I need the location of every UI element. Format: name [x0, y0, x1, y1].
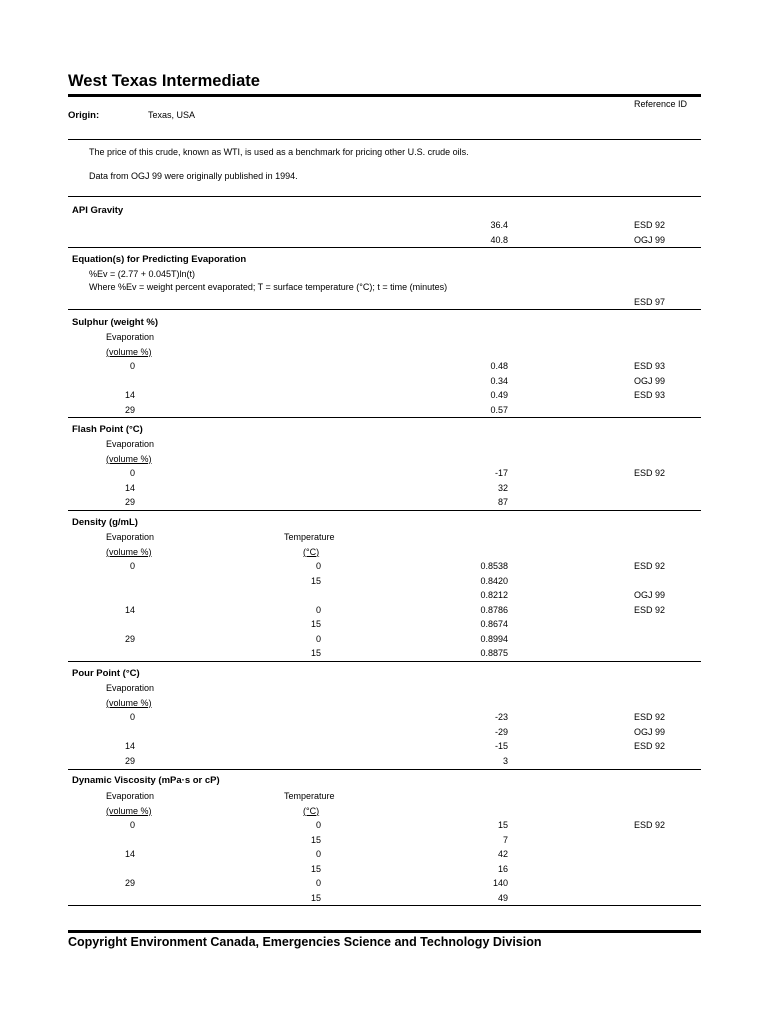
divider [68, 247, 701, 248]
evaporation-value: 29 [124, 404, 135, 415]
volume-percent-col-label: (volume %) [106, 697, 152, 708]
reference-id: ESD 92 [634, 604, 666, 615]
evaporation-value: 14 [124, 849, 135, 859]
pour-value: 3 [502, 755, 508, 766]
section-heading-pour-point: Pour Point (°C) [72, 668, 140, 679]
viscosity-value: 16 [497, 863, 508, 874]
volume-percent-col-label: (volume %) [106, 805, 152, 816]
viscosity-value: 7 [502, 834, 508, 845]
evaporation-col-label: Evaporation [106, 791, 155, 801]
evaporation-value: 0 [129, 561, 135, 571]
flash-value: 32 [497, 482, 508, 493]
pour-value: -29 [494, 726, 508, 737]
temperature-value: 0 [315, 820, 321, 830]
temperature-value: 0 [315, 561, 321, 571]
temperature-value: 0 [315, 849, 321, 859]
flash-value: 87 [497, 497, 508, 507]
density-value: 0.8786 [480, 604, 508, 615]
viscosity-value: 15 [497, 820, 508, 830]
copyright-footer: Copyright Environment Canada, Emergencies Science and Technology Division [68, 935, 542, 949]
api-value: 40.8 [490, 234, 508, 245]
reference-id: OGJ 99 [634, 234, 666, 245]
volume-percent-col-label: (volume %) [106, 453, 152, 464]
temperature-value: 15 [310, 648, 321, 658]
density-value: 0.8674 [480, 619, 508, 629]
reference-id: ESD 92 [634, 820, 666, 830]
section-heading-density: Density (g/mL) [72, 517, 138, 528]
reference-id: ESD 92 [634, 468, 666, 478]
footer-rule [68, 930, 701, 933]
sulphur-value: 0.48 [490, 361, 508, 371]
equation-formula: %Ev = (2.77 + 0.045T)ln(t) [89, 269, 196, 279]
sulphur-value: 0.57 [490, 404, 508, 415]
evaporation-value: 0 [129, 361, 135, 371]
section-heading-dynamic-viscosity: Dynamic Viscosity (mPa·s or cP) [72, 775, 220, 786]
sulphur-value: 0.49 [490, 390, 508, 400]
reference-id: ESD 92 [634, 712, 666, 722]
reference-id: OGJ 99 [634, 590, 666, 600]
viscosity-value: 140 [492, 878, 508, 888]
sulphur-value: 0.34 [490, 375, 508, 386]
reference-id: OGJ 99 [634, 726, 666, 737]
section-heading-api-gravity: API Gravity [72, 205, 124, 216]
evaporation-value: 14 [124, 741, 135, 751]
evaporation-col-label: Evaporation [106, 332, 155, 342]
note-text: Data from OGJ 99 were originally published in 1994. [89, 171, 298, 181]
api-value: 36.4 [490, 220, 508, 230]
evaporation-value: 29 [124, 633, 135, 644]
section-heading-flash-point: Flash Point (°C) [72, 424, 143, 435]
title-rule [68, 94, 701, 97]
evaporation-value: 0 [129, 712, 135, 722]
divider [68, 139, 701, 140]
temperature-value: 0 [315, 633, 321, 644]
temperature-col-label: Temperature [284, 791, 335, 801]
volume-percent-col-label: (volume %) [106, 346, 152, 357]
temperature-value: 0 [315, 878, 321, 888]
evaporation-value: 0 [129, 468, 135, 478]
reference-id: ESD 92 [634, 561, 666, 571]
density-value: 0.8212 [480, 590, 508, 600]
evaporation-value: 14 [124, 390, 135, 400]
density-value: 0.8538 [480, 561, 508, 571]
reference-id: ESD 97 [634, 297, 666, 307]
pour-value: -15 [494, 741, 508, 751]
reference-id: ESD 93 [634, 390, 666, 400]
evaporation-col-label: Evaporation [106, 532, 155, 542]
temperature-col-label: Temperature [284, 532, 335, 542]
section-heading-sulphur: Sulphur (weight %) [72, 317, 159, 328]
density-value: 0.8994 [480, 633, 508, 644]
evaporation-col-label: Evaporation [106, 683, 155, 693]
reference-id-label: Reference ID [634, 99, 688, 109]
temperature-value: 15 [310, 834, 321, 845]
divider [68, 661, 701, 662]
temperature-value: 15 [310, 863, 321, 874]
page-title: West Texas Intermediate [68, 72, 260, 90]
note-text: The price of this crude, known as WTI, is used as a benchmark for pricing other U.S. crude oils. [89, 147, 469, 157]
density-value: 0.8875 [480, 648, 508, 658]
evaporation-value: 29 [124, 878, 135, 888]
evaporation-value: 29 [124, 755, 135, 766]
divider [68, 510, 701, 511]
evaporation-value: 0 [129, 820, 135, 830]
temperature-value: 0 [315, 604, 321, 615]
section-heading-equation: Equation(s) for Predicting Evaporation [72, 254, 247, 265]
viscosity-value: 42 [497, 849, 508, 859]
reference-id: OGJ 99 [634, 375, 666, 386]
reference-id: ESD 92 [634, 220, 666, 230]
temperature-value: 15 [310, 619, 321, 629]
origin-label: Origin: [68, 110, 100, 121]
evaporation-value: 14 [124, 604, 135, 615]
reference-id: ESD 93 [634, 361, 666, 371]
evaporation-col-label: Evaporation [106, 439, 155, 449]
celsius-col-label: (°C) [303, 546, 320, 557]
origin-value: Texas, USA [148, 110, 196, 120]
divider [68, 417, 701, 418]
divider [68, 905, 701, 906]
viscosity-value: 49 [497, 892, 508, 903]
equation-definitions: Where %Ev = weight percent evaporated; T = surface temperature (°C); t = time (minutes) [89, 282, 448, 292]
evaporation-value: 29 [124, 497, 135, 507]
divider [68, 309, 701, 310]
temperature-value: 15 [310, 892, 321, 903]
celsius-col-label: (°C) [303, 805, 320, 816]
divider [68, 769, 701, 770]
pour-value: -23 [494, 712, 508, 722]
reference-id: ESD 92 [634, 741, 666, 751]
flash-value: -17 [494, 468, 508, 478]
density-value: 0.8420 [480, 575, 508, 586]
evaporation-value: 14 [124, 482, 135, 493]
temperature-value: 15 [310, 575, 321, 586]
volume-percent-col-label: (volume %) [106, 546, 152, 557]
divider [68, 196, 701, 197]
